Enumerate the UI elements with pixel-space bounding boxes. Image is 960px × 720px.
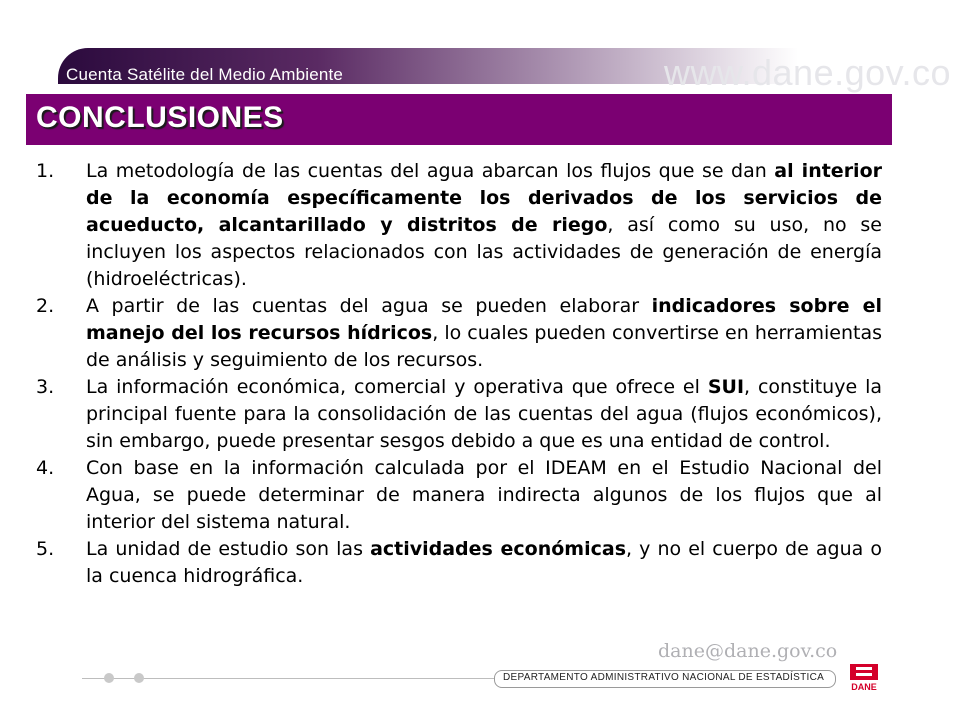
list-item-text	[86, 455, 882, 536]
department-box	[494, 670, 836, 688]
bold-phrase: SUI	[707, 376, 745, 398]
footer-divider	[82, 678, 502, 679]
list-item	[36, 536, 882, 590]
list-item-number: 5.	[36, 538, 55, 560]
text-run: , así como su uso, no se incluyen los aspectos relacionados con las actividades de generación de energía (hidroeléctricas).	[86, 214, 882, 290]
list-item-number: 3.	[36, 376, 55, 398]
bold-phrase: indicadores sobre el manejo del los recursos hídricos	[86, 295, 882, 344]
text-run: , y no el cuerpo de agua o la cuenca hidrográfica.	[86, 538, 882, 587]
text-run: , lo cuales pueden convertirse en herramientas de análisis y seguimiento de los recursos.	[86, 322, 882, 371]
title-bar	[26, 94, 892, 145]
footer-dot	[104, 673, 114, 683]
text-run: Con base en la información calculada por el IDEAM en el Estudio Nacional del Agua, se puede determinar de manera indirecta algunos de los flujos que al interior del sistema natural.	[86, 457, 882, 533]
list-item	[36, 455, 882, 536]
text-run: , constituye la principal fuente para la consolidación de las cuentas del agua (flujos económicos), sin embargo, puede presentar sesgos debido a que es una entidad de control.	[86, 376, 882, 452]
list-item-text	[86, 158, 882, 293]
website-watermark: www.dane.gov.co	[664, 52, 951, 93]
department-name: DEPARTAMENTO ADMINISTRATIVO NACIONAL DE ESTADÍSTICA	[503, 672, 825, 683]
list-item-number: 2.	[36, 295, 55, 317]
list-item-text	[86, 536, 882, 590]
text-run: La información económica, comercial y operativa que ofrece el	[86, 376, 708, 398]
slide-title: CONCLUSIONES	[36, 101, 284, 134]
list-item	[36, 374, 882, 455]
list-item	[36, 293, 882, 374]
footer-dot	[134, 673, 144, 683]
text-run: La unidad de estudio son las	[86, 538, 371, 560]
list-item-number: 1.	[36, 160, 55, 182]
logo-text: DANE	[851, 682, 877, 692]
dane-logo	[844, 664, 884, 692]
bold-phrase: actividades económicas	[370, 538, 627, 560]
list-item-text	[86, 293, 882, 374]
list-item-text	[86, 374, 882, 455]
conclusions-list	[36, 158, 882, 590]
text-run: A partir de las cuentas del agua se pueden elaborar	[86, 295, 652, 317]
text-run: La metodología de las cuentas del agua abarcan los flujos que se dan	[86, 160, 775, 182]
list-item	[36, 158, 882, 293]
list-item-number: 4.	[36, 457, 55, 479]
contact-email: dane@dane.gov.co	[658, 640, 838, 662]
bold-phrase: al interior de la economía específicamente los derivados de los servicios de acueducto, alcantarillado y distritos de riego	[86, 160, 882, 236]
header-subtitle: Cuenta Satélite del Medio Ambiente	[66, 65, 344, 84]
